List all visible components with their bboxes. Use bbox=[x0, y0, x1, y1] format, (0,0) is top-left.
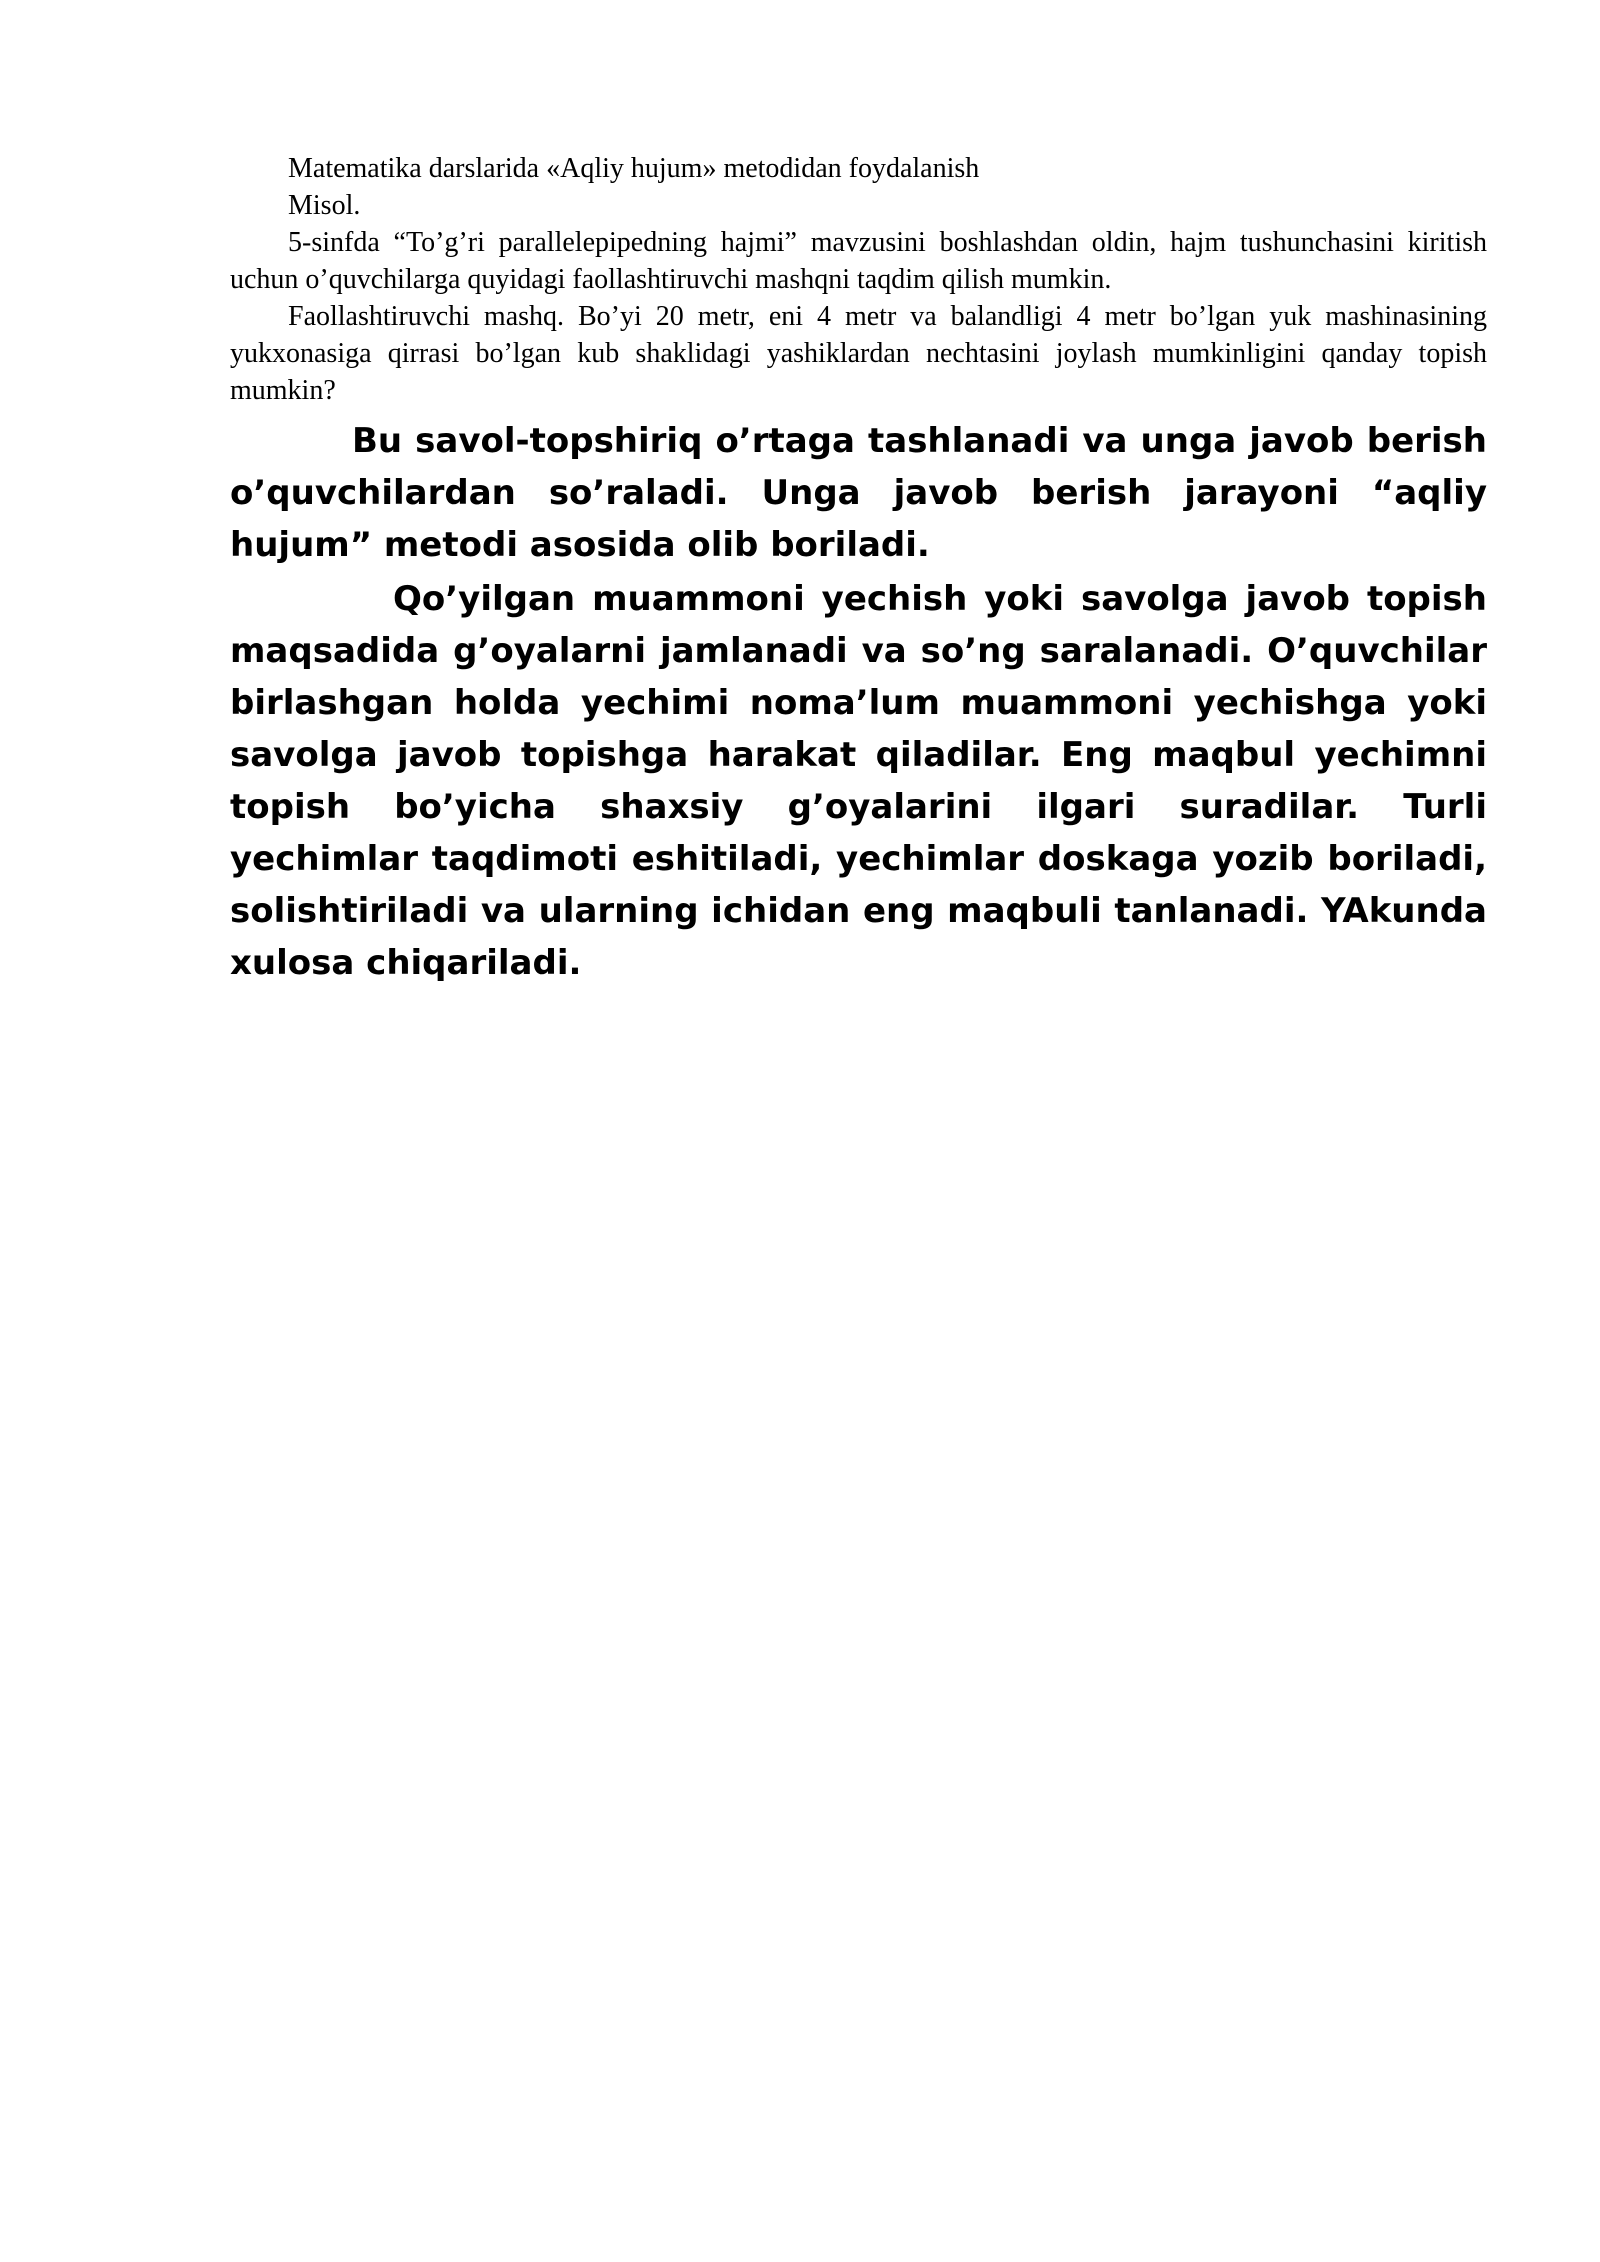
document-heading: Matematika darslarida «Aqliy hujum» metodidan foydalanish bbox=[288, 153, 980, 184]
bold-paragraph-method: Qo’yilgan muammoni yechish yoki savolga javob topish maqsadida g’oyalarni jamlanadi va so’ng saralanadi. O’quvchilar birlashgan holda yechimi noma’lum muammoni yechishga yoki savolga javob topishga harakat qiladilar. Eng maqbul yechimni topish bo’yicha shaxsiy g’oyalarini ilgari suradilar. Turli yechimlar taqdimoti eshitiladi, yechimlar doskaga yozib boriladi, solishtiriladi va ularning ichidan eng maqbuli tanlanadi. YAkunda xulosa chiqariladi. bbox=[230, 579, 1487, 983]
intro-paragraph: 5-sinfda “To’g’ri parallelepipedning hajmi” mavzusini boshlashdan oldin, hajm tushunchasini kiritish uchun o’quvchilarga quyidagi faollashtiruvchi mashqni taqdim qilish mumkin. bbox=[230, 227, 1487, 295]
example-label: Misol. bbox=[288, 190, 361, 221]
bold-paragraph-question: Bu savol-topshiriq o’rtaga tashlanadi va unga javob berish o’quvchilardan so’raladi. Unga javob berish jarayoni “aqliy hujum” metodi asosida olib boriladi. bbox=[230, 421, 1487, 565]
document-page bbox=[230, 150, 1487, 989]
exercise-paragraph: Faollashtiruvchi mashq. Bo’yi 20 metr, eni 4 metr va balandligi 4 metr bo’lgan yuk mashinasining yukxonasiga qirrasi bo’lgan kub shaklidagi yashiklardan nechtasini joylash mumkinligini qanday topish mumkin? bbox=[230, 301, 1487, 406]
